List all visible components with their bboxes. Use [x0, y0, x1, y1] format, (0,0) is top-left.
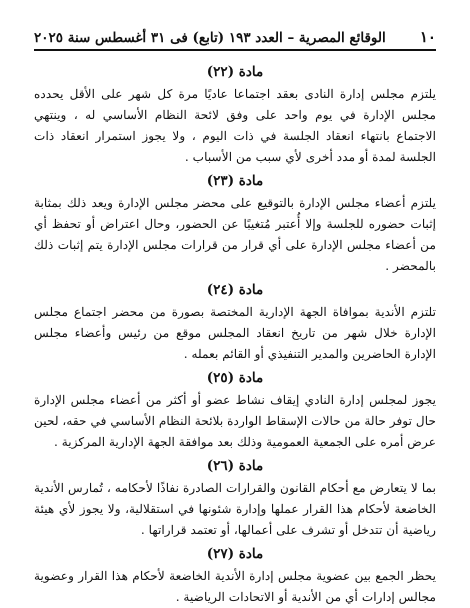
article-body: يحظر الجمع بين عضوية مجلس إدارة الأندية الخاضعة لأحكام هذا القرار وعضوية مجالس إدارات أي من الأندية أو الاتحادات الرياضية .: [34, 569, 436, 604]
article-27: [34, 545, 436, 608]
articles-content: [34, 63, 436, 608]
running-title: الوقائع المصرية – العدد ١٩٣ (تابع) فى ٣١ أغسطس سنة ٢٠٢٥: [34, 30, 386, 46]
article-23: [34, 172, 436, 277]
article-title: مادة (٢٥): [206, 370, 264, 386]
article-25: [34, 369, 436, 453]
page-number: ١٠: [419, 28, 436, 46]
article-title: مادة (٢٣): [206, 173, 264, 189]
page-header: [34, 28, 436, 51]
article-body: بما لا يتعارض مع أحكام القانون والقرارات الصادرة نفاذًا لأحكامه ، تُمارس الأندية الخاضعة لأحكام هذا القرار عملها وإدارة شئونها في استقلالية، ولا يجوز لأي هيئة رياضية أن تتدخل أو تشرف على أعمالها، أو تعتمد قراراتها .: [34, 481, 436, 537]
article-body: يلتزم أعضاء مجلس الإدارة بالتوقيع على محضر مجلس الإدارة ويعد ذلك بمثابة إثبات حضوره للجلسة وإلا أُعتبر مُتغيبًا عن الحضور، وحال اعتراض أو تحفظ أي من أعضاء مجلس الإدارة على أي قرار من قرارات مجلس الإدارة يتم إثبات ذلك بالمحضر .: [34, 196, 436, 273]
article-title: مادة (٢٦): [206, 458, 264, 474]
article-title: مادة (٢٧): [206, 546, 264, 562]
article-body: يجوز لمجلس إدارة النادي إيقاف نشاط عضو أو أكثر من أعضاء مجلس الإدارة حال توفر حالة من حالات الإسقاط الواردة بلائحة النظام الأساسي في حقه، لحين عرض أمره على الجمعية العمومية وذلك بعد موافقة الجهة الإدارية المركزية .: [34, 393, 436, 449]
article-22: [34, 63, 436, 168]
article-body: تلتزم الأندية بموافاة الجهة الإدارية المختصة بصورة من محضر اجتماع مجلس الإدارة خلال شهر من تاريخ انعقاد المجلس موقع من رئيس وأعضاء مجلس الإدارة الحاضرين والمدير التنفيذي أو القائم بعمله .: [34, 305, 436, 361]
article-body: يلتزم مجلس إدارة النادى بعقد اجتماعا عاديًا مرة كل شهر على الأقل يحدده مجلس الإدارة في يوم واحد على وفق لائحة النظام الأساسي له ، وينتهي الاجتماع بانتهاء انعقاد الجلسة في ذات اليوم ، ولا يجوز استمرار انعقاد ذات الجلسة لمدة أو مدد أخرى لأي سبب من الأسباب .: [34, 87, 436, 164]
article-26: [34, 457, 436, 541]
article-title: مادة (٢٤): [206, 282, 264, 298]
article-24: [34, 281, 436, 365]
article-title: مادة (٢٢): [206, 64, 264, 80]
